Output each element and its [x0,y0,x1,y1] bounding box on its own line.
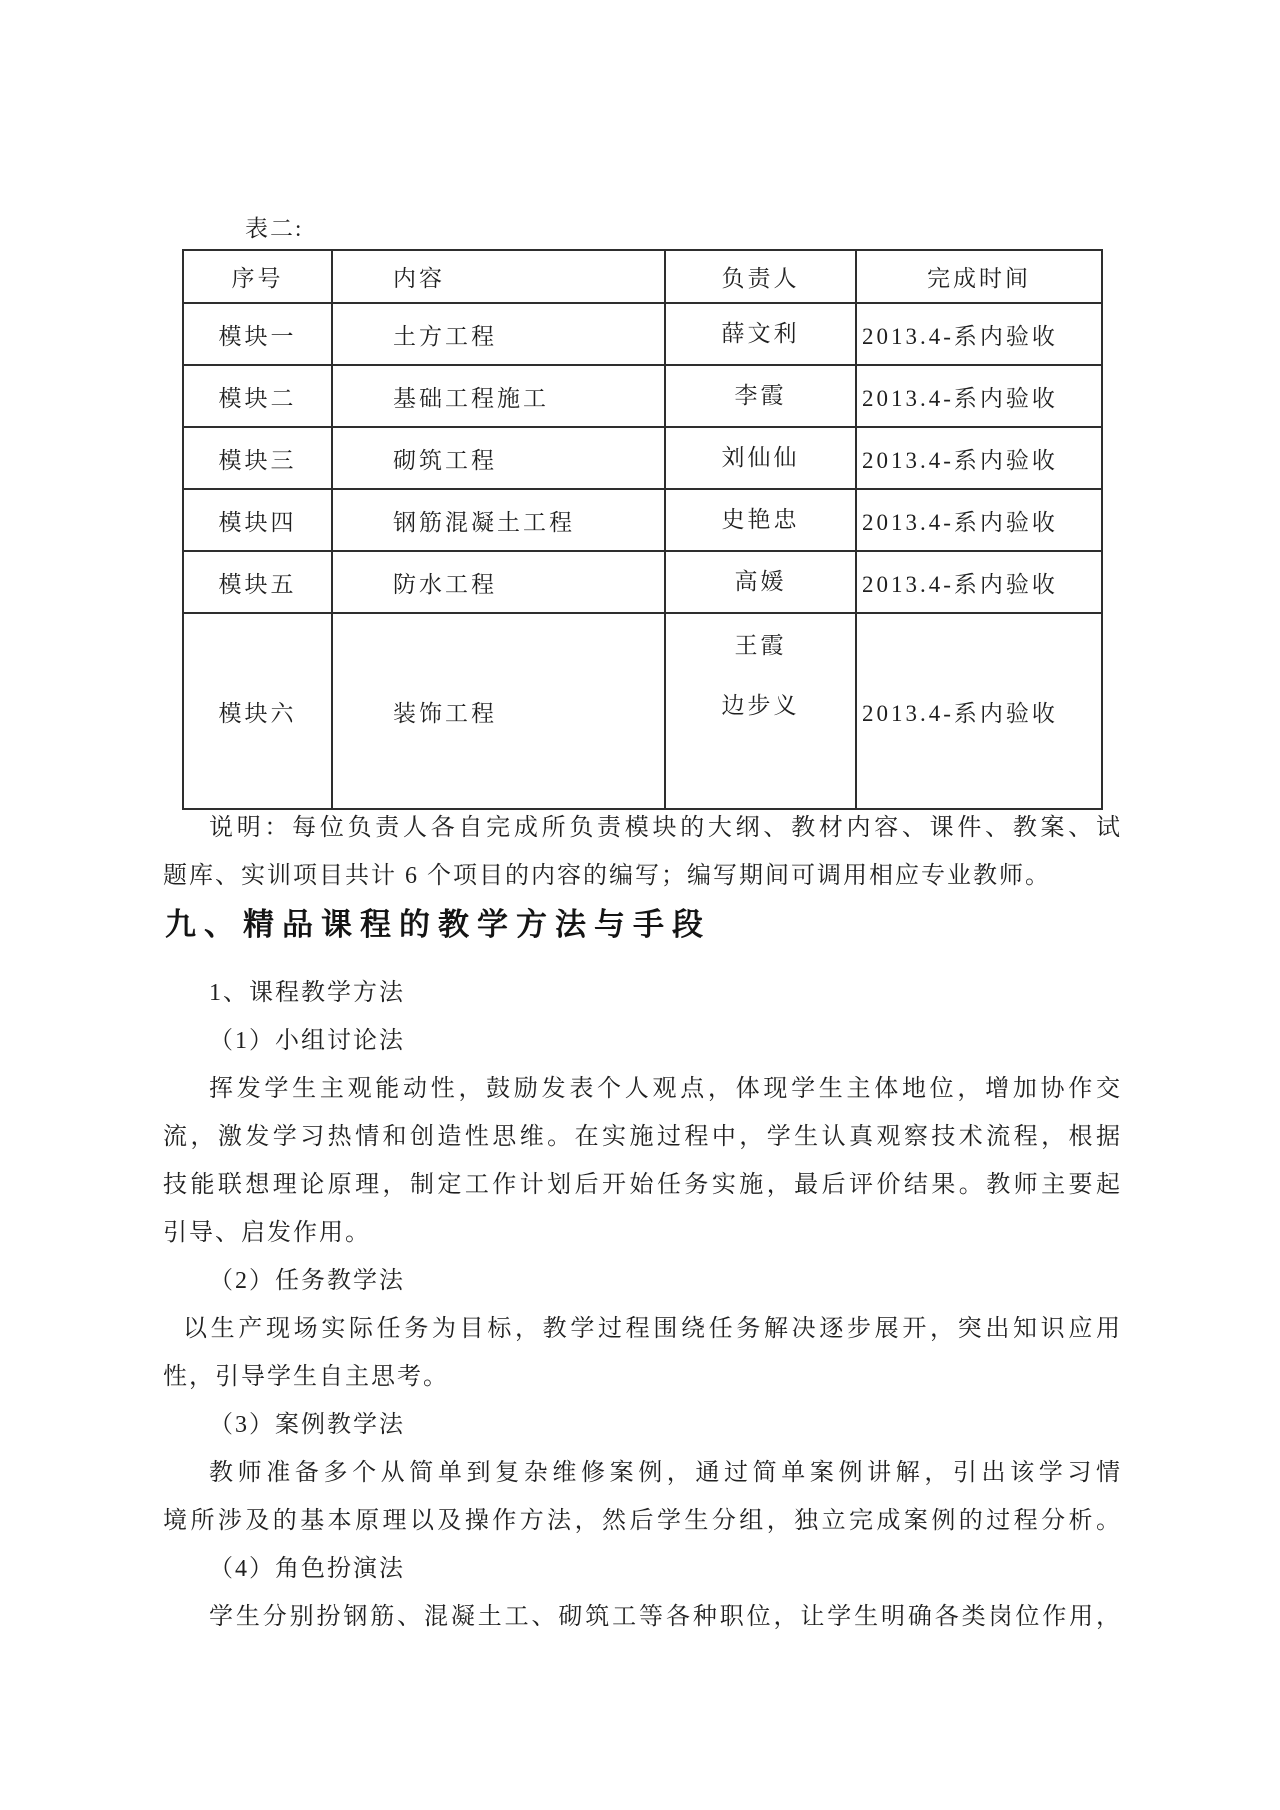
cell-content: 砌筑工程 [332,427,665,489]
note-paragraph [163,804,1122,900]
cell-owner [665,489,856,551]
cell-deadline: 2013.4-系内验收 [856,613,1102,809]
note-line: 说明：每位负责人各自完成所负责模块的大纲、教材内容、课件、教案、试 [209,815,1122,841]
section-heading: 九、精品课程的教学方法与手段 [165,907,711,942]
cell-owner [665,427,856,489]
table-row [183,551,1102,613]
cell-deadline: 2013.4-系内验收 [856,551,1102,613]
cell-owner [665,551,856,613]
cell-deadline: 2013.4-系内验收 [856,303,1102,365]
owner-name: 刘仙仙 [721,445,800,470]
table-row [183,365,1102,427]
col-header-content: 内容 [332,250,665,303]
table-row [183,613,1102,809]
owner-name: 史艳忠 [721,507,800,532]
cell-content: 基础工程施工 [332,365,665,427]
table-caption: 表二: [245,216,304,241]
table-row [183,427,1102,489]
cell-seq: 模块四 [183,489,332,551]
body-line: 境所涉及的基本原理以及操作方法，然后学生分组，独立完成案例的过程分析。 [163,1508,1122,1534]
cell-owner [665,613,856,809]
body-line: 学生分别扮钢筋、混凝土工、砌筑工等各种职位，让学生明确各类岗位作用， [209,1604,1122,1630]
body-line: （1）小组讨论法 [209,1028,405,1054]
table-row [183,303,1102,365]
body-line: （4）角色扮演法 [209,1556,405,1582]
col-header-seq: 序号 [183,250,332,303]
body-line: 以生产现场实际任务为目标，教学过程围绕任务解决逐步展开，突出知识应用 [183,1316,1122,1342]
col-header-owner: 负责人 [665,250,856,303]
note-line: 题库、实训项目共计 6 个项目的内容的编写；编写期间可调用相应专业教师。 [163,863,1051,889]
body-line: 流，激发学习热情和创造性思维。在实施过程中，学生认真观察技术流程，根据 [163,1124,1122,1150]
cell-content: 钢筋混凝土工程 [332,489,665,551]
cell-seq: 模块三 [183,427,332,489]
table-body [183,303,1102,809]
cell-seq: 模块一 [183,303,332,365]
body-line: （3）案例教学法 [209,1412,405,1438]
cell-seq: 模块六 [183,613,332,809]
owner-name: 李霞 [734,383,787,408]
owner-name: 王霞 [734,633,787,658]
owner-name: 边步义 [721,693,800,718]
cell-content: 装饰工程 [332,613,665,809]
body-line: 技能联想理论原理，制定工作计划后开始任务实施，最后评价结果。教师主要起 [163,1172,1122,1198]
table-header [183,250,1102,303]
cell-seq: 模块五 [183,551,332,613]
header-row [183,250,1102,303]
cell-content: 防水工程 [332,551,665,613]
cell-owner [665,365,856,427]
cell-deadline: 2013.4-系内验收 [856,365,1102,427]
body-line: 引导、启发作用。 [163,1220,371,1246]
cell-deadline: 2013.4-系内验收 [856,427,1102,489]
owner-name: 薛文利 [721,321,800,346]
body-line: 1、课程教学方法 [209,980,405,1006]
cell-content: 土方工程 [332,303,665,365]
body-line: 挥发学生主观能动性，鼓励发表个人观点，体现学生主体地位，增加协作交 [209,1076,1122,1102]
col-header-deadline: 完成时间 [856,250,1102,303]
table-row [183,489,1102,551]
body-text [163,969,1122,1641]
body-line: （2）任务教学法 [209,1268,405,1294]
cell-owner [665,303,856,365]
cell-deadline: 2013.4-系内验收 [856,489,1102,551]
owner-name: 高媛 [734,569,787,594]
modules-table [182,249,1103,810]
body-line: 教师准备多个从简单到复杂维修案例，通过简单案例讲解，引出该学习情 [209,1460,1122,1486]
cell-seq: 模块二 [183,365,332,427]
body-line: 性，引导学生自主思考。 [163,1364,449,1390]
